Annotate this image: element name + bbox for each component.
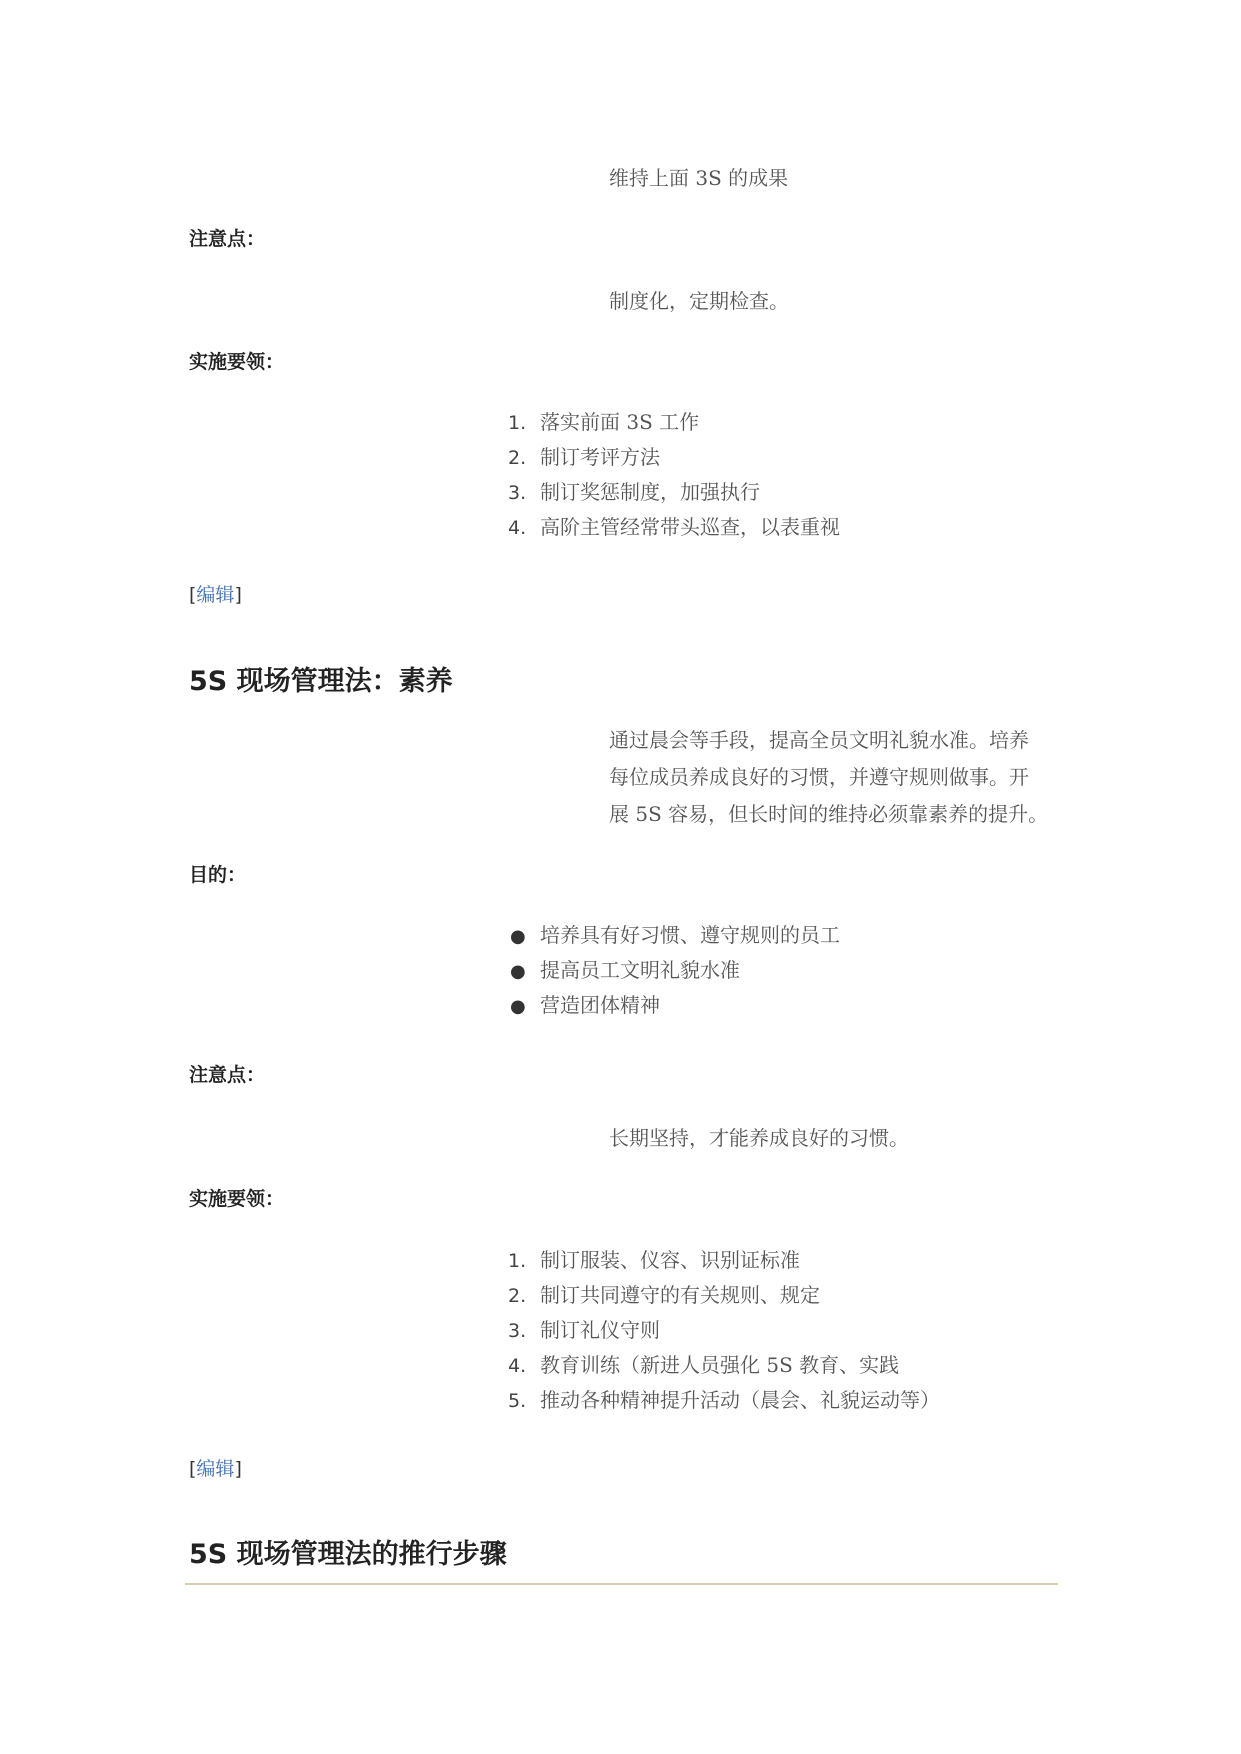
bullet-icon: ● [510, 961, 526, 982]
edit-section-link: [编辑] [189, 1458, 242, 1480]
list-item: 5. 推动各种精神提升活动（晨会、礼貌运动等） [508, 1388, 940, 1412]
note-text: 长期坚持，才能养成良好的习惯。 [609, 1126, 909, 1150]
note-label: 注意点： [189, 228, 266, 250]
list-item: ● 营造团体精神 [508, 988, 840, 1023]
shitsuke-description [609, 722, 1059, 833]
bullet-icon: ● [510, 926, 526, 947]
steps-label: 实施要领： [189, 1188, 285, 1210]
purpose-list [508, 918, 840, 1023]
bullet-icon: ● [510, 996, 526, 1017]
list-item: 1. 落实前面 3S 工作 [508, 410, 700, 434]
list-item: 4. 高阶主管经常带头巡查，以表重视 [508, 515, 840, 539]
steps-list [508, 405, 840, 545]
list-item: 4. 教育训练（新进人员强化 5S 教育、实践 [508, 1353, 900, 1377]
steps-list [508, 1243, 940, 1418]
description-line: 展 5S 容易，但长时间的维持必须靠素养的提升。 [609, 802, 1049, 826]
heading-divider [185, 1583, 1058, 1585]
edit-section-link: [编辑] [189, 584, 242, 606]
list-item: 2. 制订考评方法 [508, 445, 660, 469]
list-item: 3. 制订奖惩制度，加强执行 [508, 480, 760, 504]
edit-link[interactable]: 编辑 [196, 584, 235, 606]
section-heading-shitsuke: 5S 现场管理法：素养 [189, 666, 453, 697]
list-item: 1. 制订服装、仪容、识别证标准 [508, 1248, 800, 1272]
description-line: 每位成员养成良好的习惯，并遵守规则做事。开 [609, 765, 1029, 789]
list-item: ● 培养具有好习惯、遵守规则的员工 [508, 918, 840, 953]
intro-line: 维持上面 3S 的成果 [609, 166, 789, 190]
list-item: 2. 制订共同遵守的有关规则、规定 [508, 1283, 820, 1307]
purpose-label: 目的： [189, 864, 247, 886]
list-item: 3. 制订礼仪守则 [508, 1318, 660, 1342]
edit-link[interactable]: 编辑 [196, 1458, 235, 1480]
section-heading-steps: 5S 现场管理法的推行步骤 [189, 1539, 507, 1570]
description-line: 通过晨会等手段，提高全员文明礼貌水准。培养 [609, 728, 1029, 752]
note-text: 制度化，定期检查。 [609, 289, 789, 313]
list-item: ● 提高员工文明礼貌水准 [508, 953, 840, 988]
steps-label: 实施要领： [189, 351, 285, 373]
note-label: 注意点： [189, 1064, 266, 1086]
